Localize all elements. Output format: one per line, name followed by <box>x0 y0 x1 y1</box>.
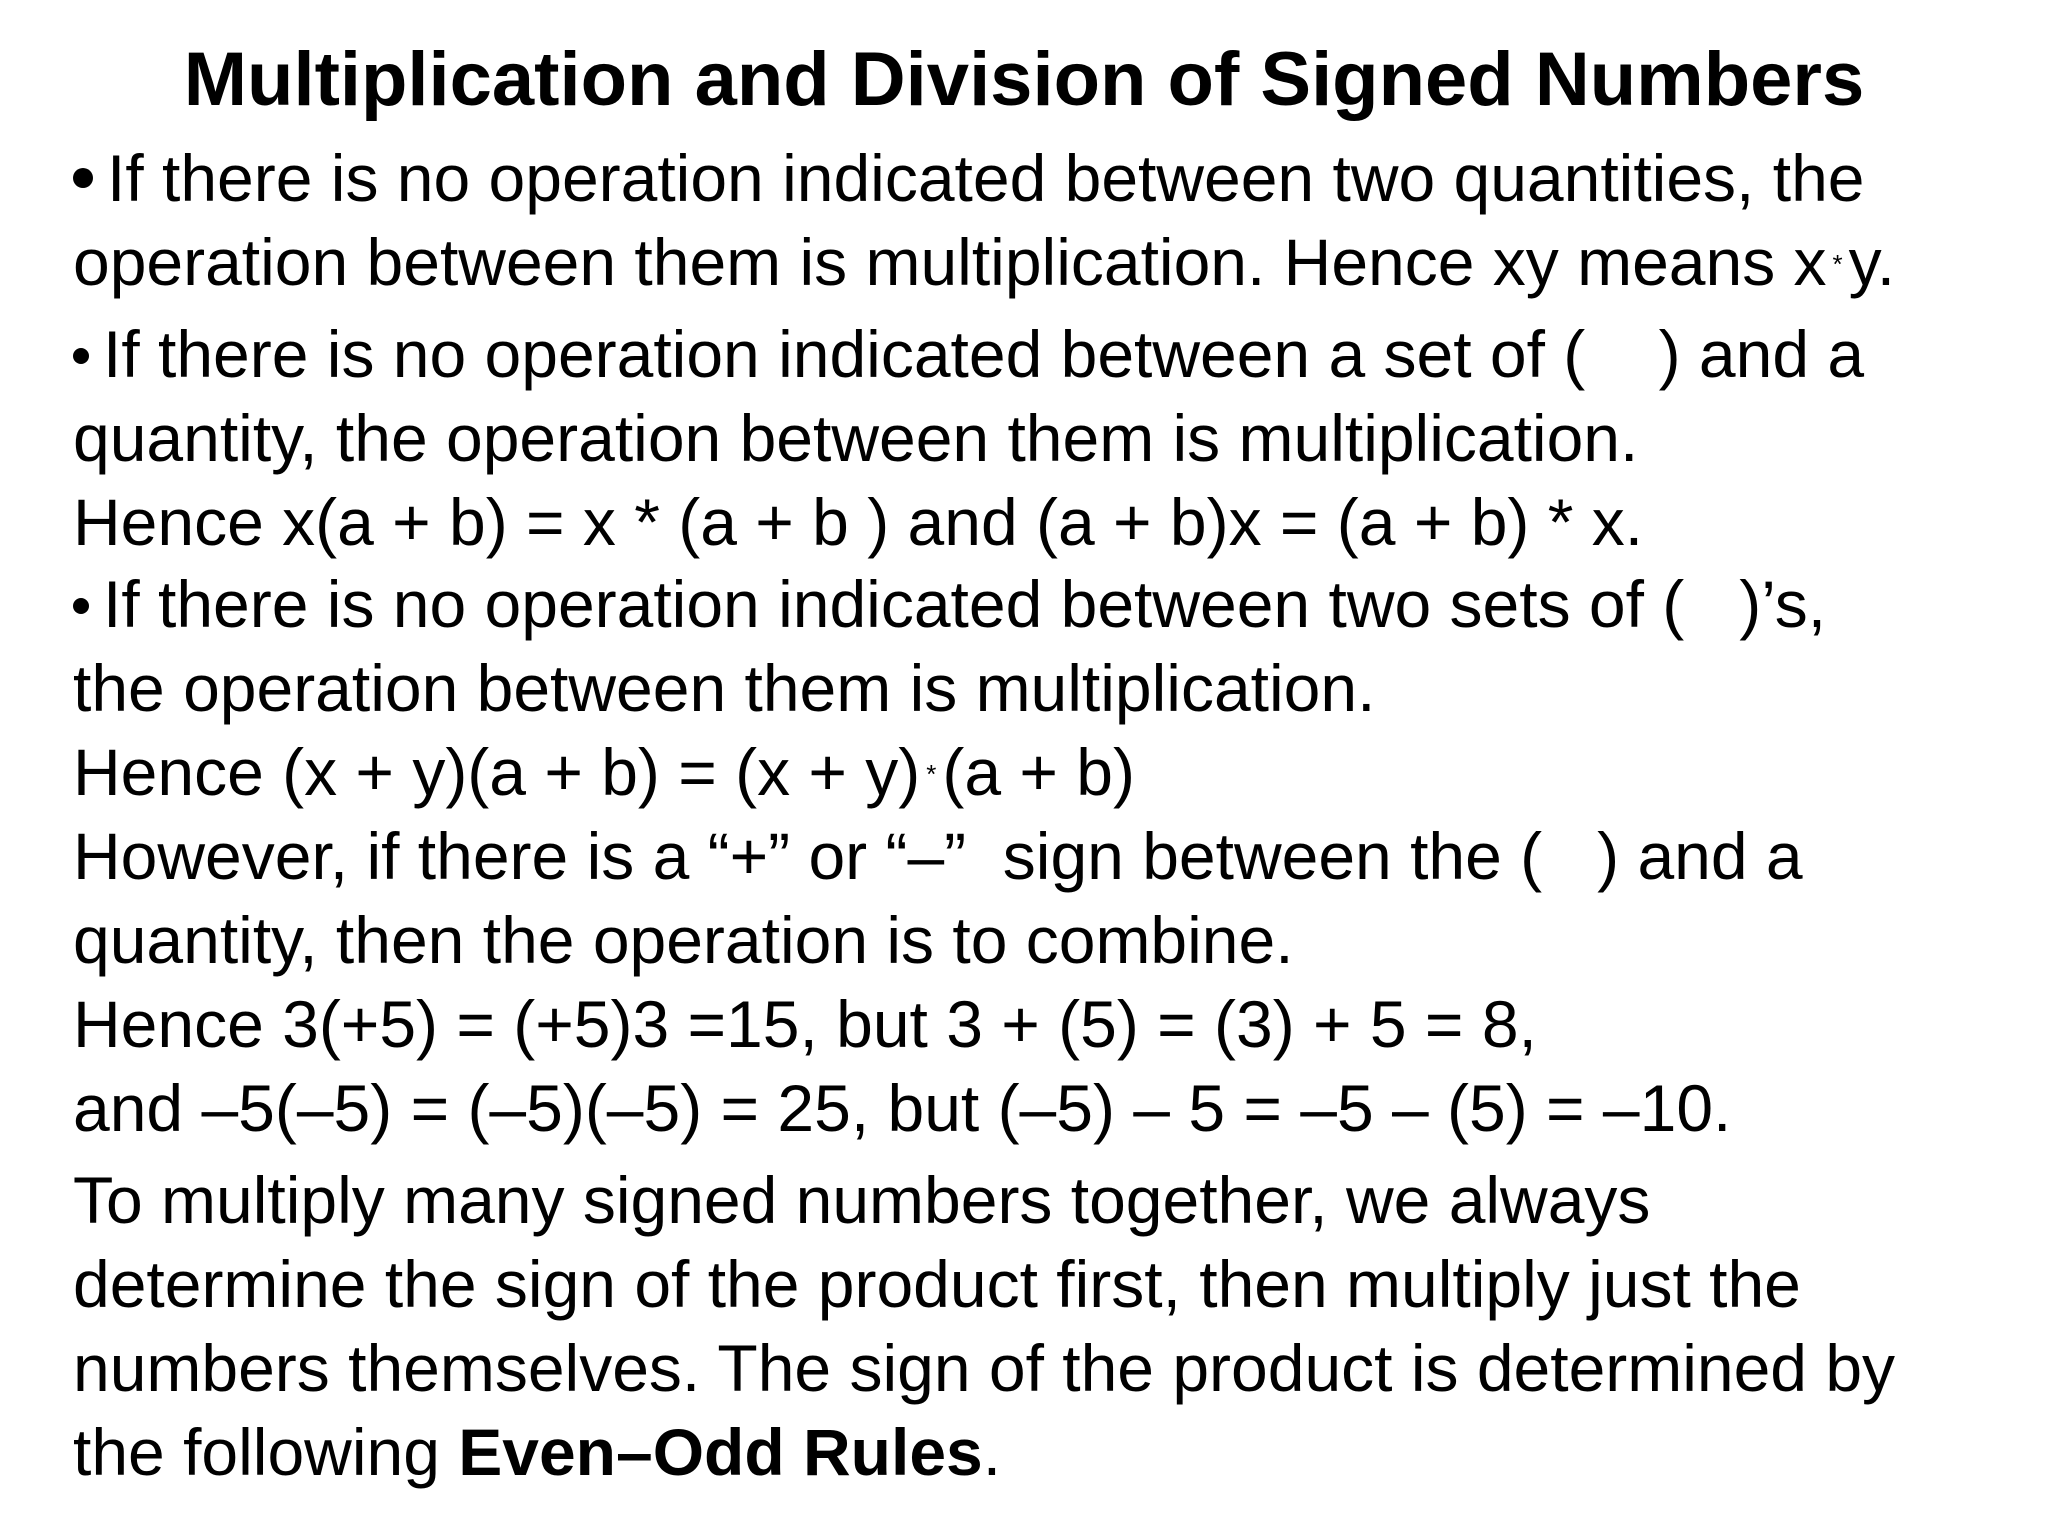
bullet-3-line-2: the operation between them is multiplication. <box>73 651 1376 725</box>
closing-line-2: determine the sign of the product first, then multiply just the <box>73 1247 1801 1321</box>
however-line-2: quantity, then the operation is to combine. <box>73 903 1294 977</box>
bullet-1-line-2 <box>73 220 1895 310</box>
closing-line-3: numbers themselves. The sign of the product is determined by <box>73 1331 1896 1405</box>
however-line-1: However, if there is a “+” or “–” sign between the ( ) and a <box>73 819 1803 893</box>
however-line-3: Hence 3(+5) = (+5)3 =15, but 3 + (5) = (3) + 5 = 8, <box>73 987 1537 1061</box>
bullet-2-line-3: Hence x(a + b) = x * (a + b ) and (a + b)x = (a + b) * x. <box>73 485 1644 559</box>
bullet-3-text-1: If there is no operation indicated between two sets of ( )’s, <box>103 567 1827 641</box>
however-line-4: and –5(–5) = (–5)(–5) = 25, but (–5) – 5 = –5 – (5) = –10. <box>73 1071 1732 1145</box>
multiplication-star: * <box>1832 248 1843 279</box>
bullet-1-line-1 <box>73 136 1864 220</box>
multiplication-star: * <box>926 758 937 789</box>
closing-text-4a: the following <box>73 1415 459 1489</box>
slide-title: Multiplication and Division of Signed Numbers <box>183 37 1865 122</box>
even-odd-rules-term: Even–Odd Rules <box>458 1415 983 1489</box>
bullet-icon <box>73 168 93 188</box>
bullet-3-line-3 <box>73 730 1135 820</box>
bullet-icon <box>73 598 89 614</box>
bullet-2-line-1 <box>73 312 1864 396</box>
bullet-icon <box>73 348 89 364</box>
bullet-3-text-3a: Hence (x + y)(a + b) = (x + y) <box>73 735 921 809</box>
closing-line-4 <box>73 1410 1001 1494</box>
bullet-1-text-1: If there is no operation indicated between two quantities, the <box>107 141 1865 215</box>
bullet-3-text-3b: (a + b) <box>942 735 1135 809</box>
bullet-2-text-1: If there is no operation indicated between a set of ( ) and a <box>103 317 1865 391</box>
bullet-2-line-2: quantity, the operation between them is multiplication. <box>73 401 1639 475</box>
bullet-1-text-2a: operation between them is multiplication. Hence xy means x <box>73 225 1827 299</box>
bullet-1-text-2b: y. <box>1848 225 1896 299</box>
closing-line-1: To multiply many signed numbers together, we always <box>73 1163 1651 1237</box>
bullet-3-line-1 <box>73 562 1826 646</box>
closing-text-4c: . <box>982 1415 1002 1489</box>
